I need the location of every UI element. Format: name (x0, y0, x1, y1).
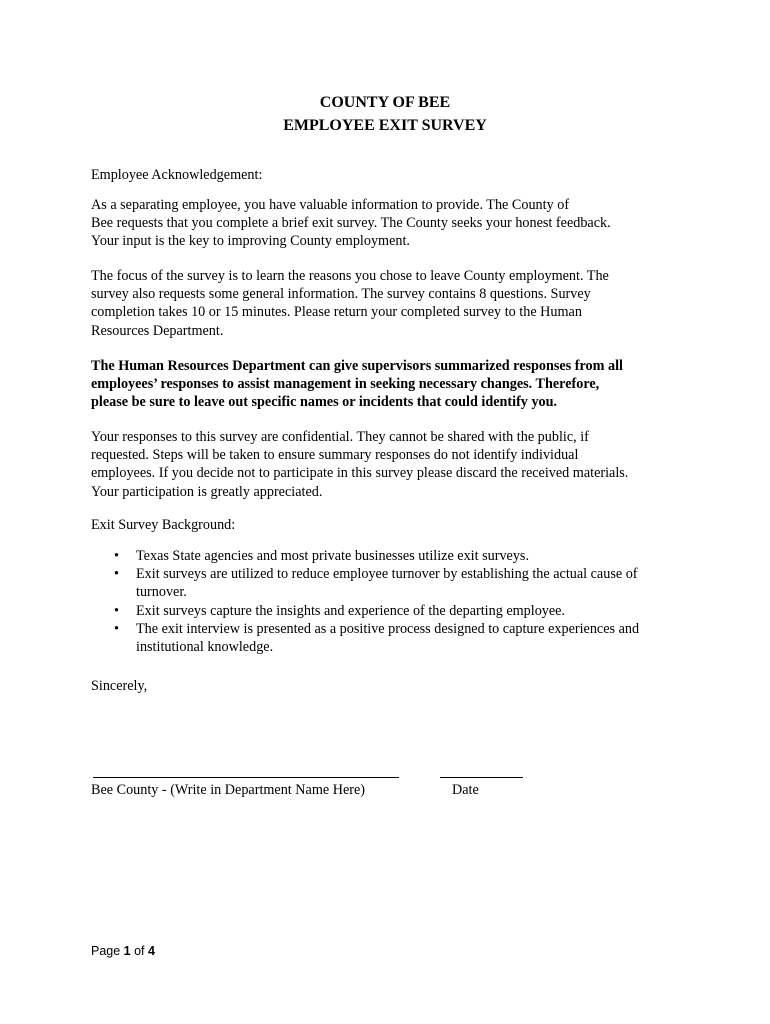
page-of: of (130, 944, 148, 958)
confidential-line: employees. If you decide not to participate in this survey please discard the received materials. (91, 465, 629, 482)
bullet-text: Exit surveys capture the insights and experience of the departing employee. (136, 602, 566, 619)
focus-paragraph (91, 267, 691, 340)
bullet-icon: • (114, 548, 119, 564)
background-bullet-list (112, 547, 702, 656)
confidential-paragraph (91, 428, 691, 501)
notice-paragraph (91, 357, 691, 412)
notice-line: The Human Resources Department can give supervisors summarized responses from all (91, 358, 623, 374)
intro-line: Your input is the key to improving County employment. (91, 233, 410, 250)
date-label: Date (452, 782, 479, 798)
document-title-line1: COUNTY OF BEE (319, 94, 451, 111)
bullet-text: Texas State agencies and most private businesses utilize exit surveys. (136, 548, 530, 564)
bullet-text: turnover. (136, 584, 187, 601)
page-total: 4 (148, 944, 155, 958)
list-item (112, 620, 702, 656)
department-signature-line (93, 777, 399, 778)
page-prefix: Page (91, 944, 124, 958)
confidential-line: Your participation is greatly appreciated. (91, 483, 323, 500)
focus-line: Resources Department. (91, 322, 224, 339)
bullet-text: institutional knowledge. (136, 639, 274, 656)
page-number (91, 943, 155, 959)
intro-line: Bee requests that you complete a brief exit survey. The County seeks your honest feedback. (91, 215, 611, 232)
list-item (112, 565, 702, 601)
focus-line: completion takes 10 or 15 minutes. Please return your completed survey to the Human (91, 304, 582, 321)
confidential-line: Your responses to this survey are confidential. They cannot be shared with the public, if (91, 429, 589, 445)
list-item (112, 602, 702, 620)
list-item (112, 547, 702, 565)
bullet-text: Exit surveys are utilized to reduce employee turnover by establishing the actual cause of (136, 566, 638, 583)
acknowledgement-heading: Employee Acknowledgement: (91, 167, 263, 183)
bullet-icon: • (114, 602, 119, 619)
background-heading: Exit Survey Background: (91, 517, 236, 533)
date-signature-line (440, 777, 523, 778)
bullet-text: The exit interview is presented as a positive process designed to capture experiences and (136, 620, 640, 637)
intro-paragraph (91, 196, 691, 251)
notice-line: please be sure to leave out specific names or incidents that could identify you. (91, 394, 558, 411)
bullet-icon: • (114, 566, 119, 583)
department-label: Bee County - (Write in Department Name Here) (91, 782, 366, 798)
intro-line: As a separating employee, you have valuable information to provide. The County of (91, 197, 570, 213)
bullet-icon: • (114, 620, 119, 637)
document-title-line2: EMPLOYEE EXIT SURVEY (283, 117, 487, 134)
focus-line: The focus of the survey is to learn the reasons you chose to leave County employment. The (91, 268, 609, 284)
page-current: 1 (123, 944, 131, 958)
focus-line: survey also requests some general information. The survey contains 8 questions. Survey (91, 286, 591, 303)
notice-line: employees’ responses to assist management in seeking necessary changes. Therefore, (91, 376, 600, 393)
confidential-line: requested. Steps will be taken to ensure summary responses do not identify individual (91, 447, 579, 464)
closing-text: Sincerely, (91, 678, 148, 694)
